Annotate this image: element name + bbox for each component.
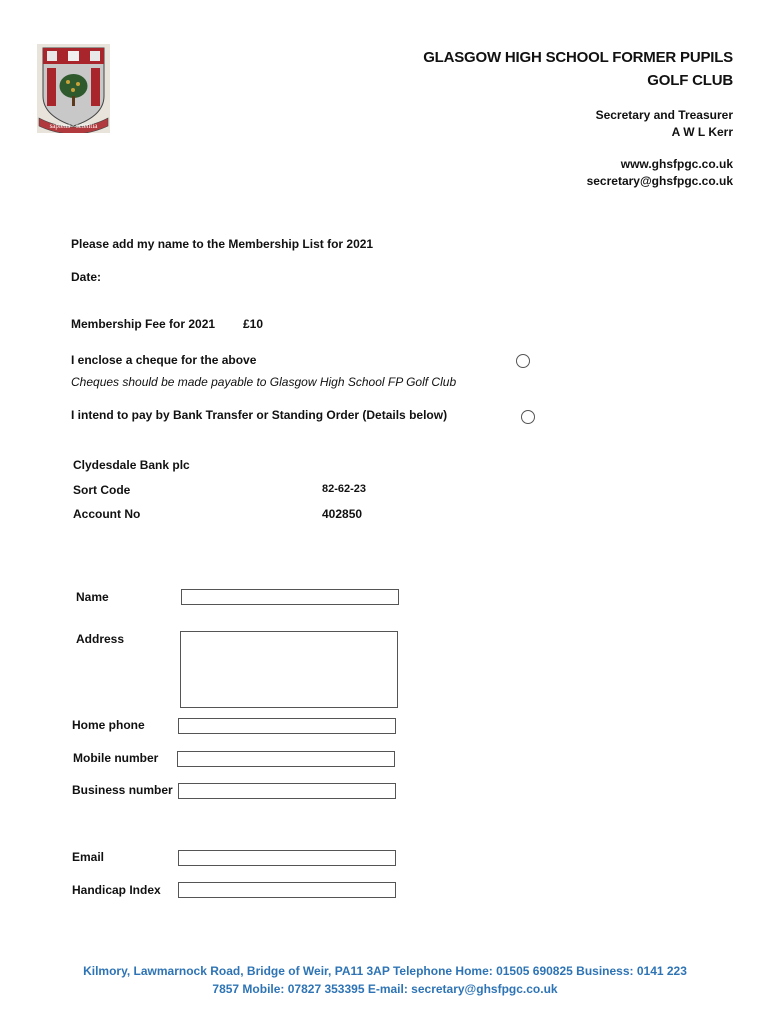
account-label: Account No [73,507,141,521]
crest-motto: sapiens · scientia [49,122,98,130]
footer-line2: 7857 Mobile: 07827 353395 E-mail: secretary@ghsfpgc.co.uk [212,982,558,996]
business-input[interactable] [178,783,396,799]
business-label: Business number [72,783,173,797]
footer-line1: Kilmory, Lawmarnock Road, Bridge of Weir, PA11 3AP Telephone Home: 01505 690825 Business: 0141 223 [83,964,687,978]
cheque-radio[interactable] [516,354,530,368]
fee-value: £10 [243,317,264,331]
name-label: Name [76,590,109,604]
footer-address [0,962,770,998]
sort-code-value: 82-62-23 [322,483,367,495]
email-input[interactable] [178,850,396,866]
cheque-note: Cheques should be made payable to Glasgow High School FP Golf Club [71,375,457,389]
secretary-name: A W L Kerr [671,125,733,139]
membership-intro: Please add my name to the Membership List for 2021 [71,237,374,251]
club-name [423,46,733,92]
sort-code-label: Sort Code [73,483,131,497]
name-input[interactable] [181,589,399,605]
account-value: 402850 [322,507,363,521]
address-input[interactable] [180,631,398,708]
website-link[interactable]: www.ghsfpgc.co.uk [620,157,733,171]
cheque-label: I enclose a cheque for the above [71,353,257,367]
address-label: Address [76,632,125,646]
mobile-input[interactable] [177,751,395,767]
email-label: Email [72,850,105,864]
date-label: Date: [71,270,102,284]
transfer-label: I intend to pay by Bank Transfer or Standing Order (Details below) [71,408,448,422]
secretary-block [596,107,733,141]
handicap-label: Handicap Index [72,883,161,897]
club-name-line1: GLASGOW HIGH SCHOOL FORMER PUPILS [423,49,733,66]
mobile-label: Mobile number [73,751,159,765]
club-crest-logo [37,44,110,133]
fee-label: Membership Fee for 2021 [71,317,216,331]
handicap-input[interactable] [178,882,396,898]
contact-block [587,156,733,190]
bank-name: Clydesdale Bank plc [73,458,190,472]
secretary-role: Secretary and Treasurer [595,108,733,122]
club-name-line2: GOLF CLUB [647,72,733,89]
home-phone-input[interactable] [178,718,396,734]
transfer-radio[interactable] [521,410,535,424]
email-link[interactable]: secretary@ghsfpgc.co.uk [586,174,733,188]
home-phone-label: Home phone [72,718,145,732]
